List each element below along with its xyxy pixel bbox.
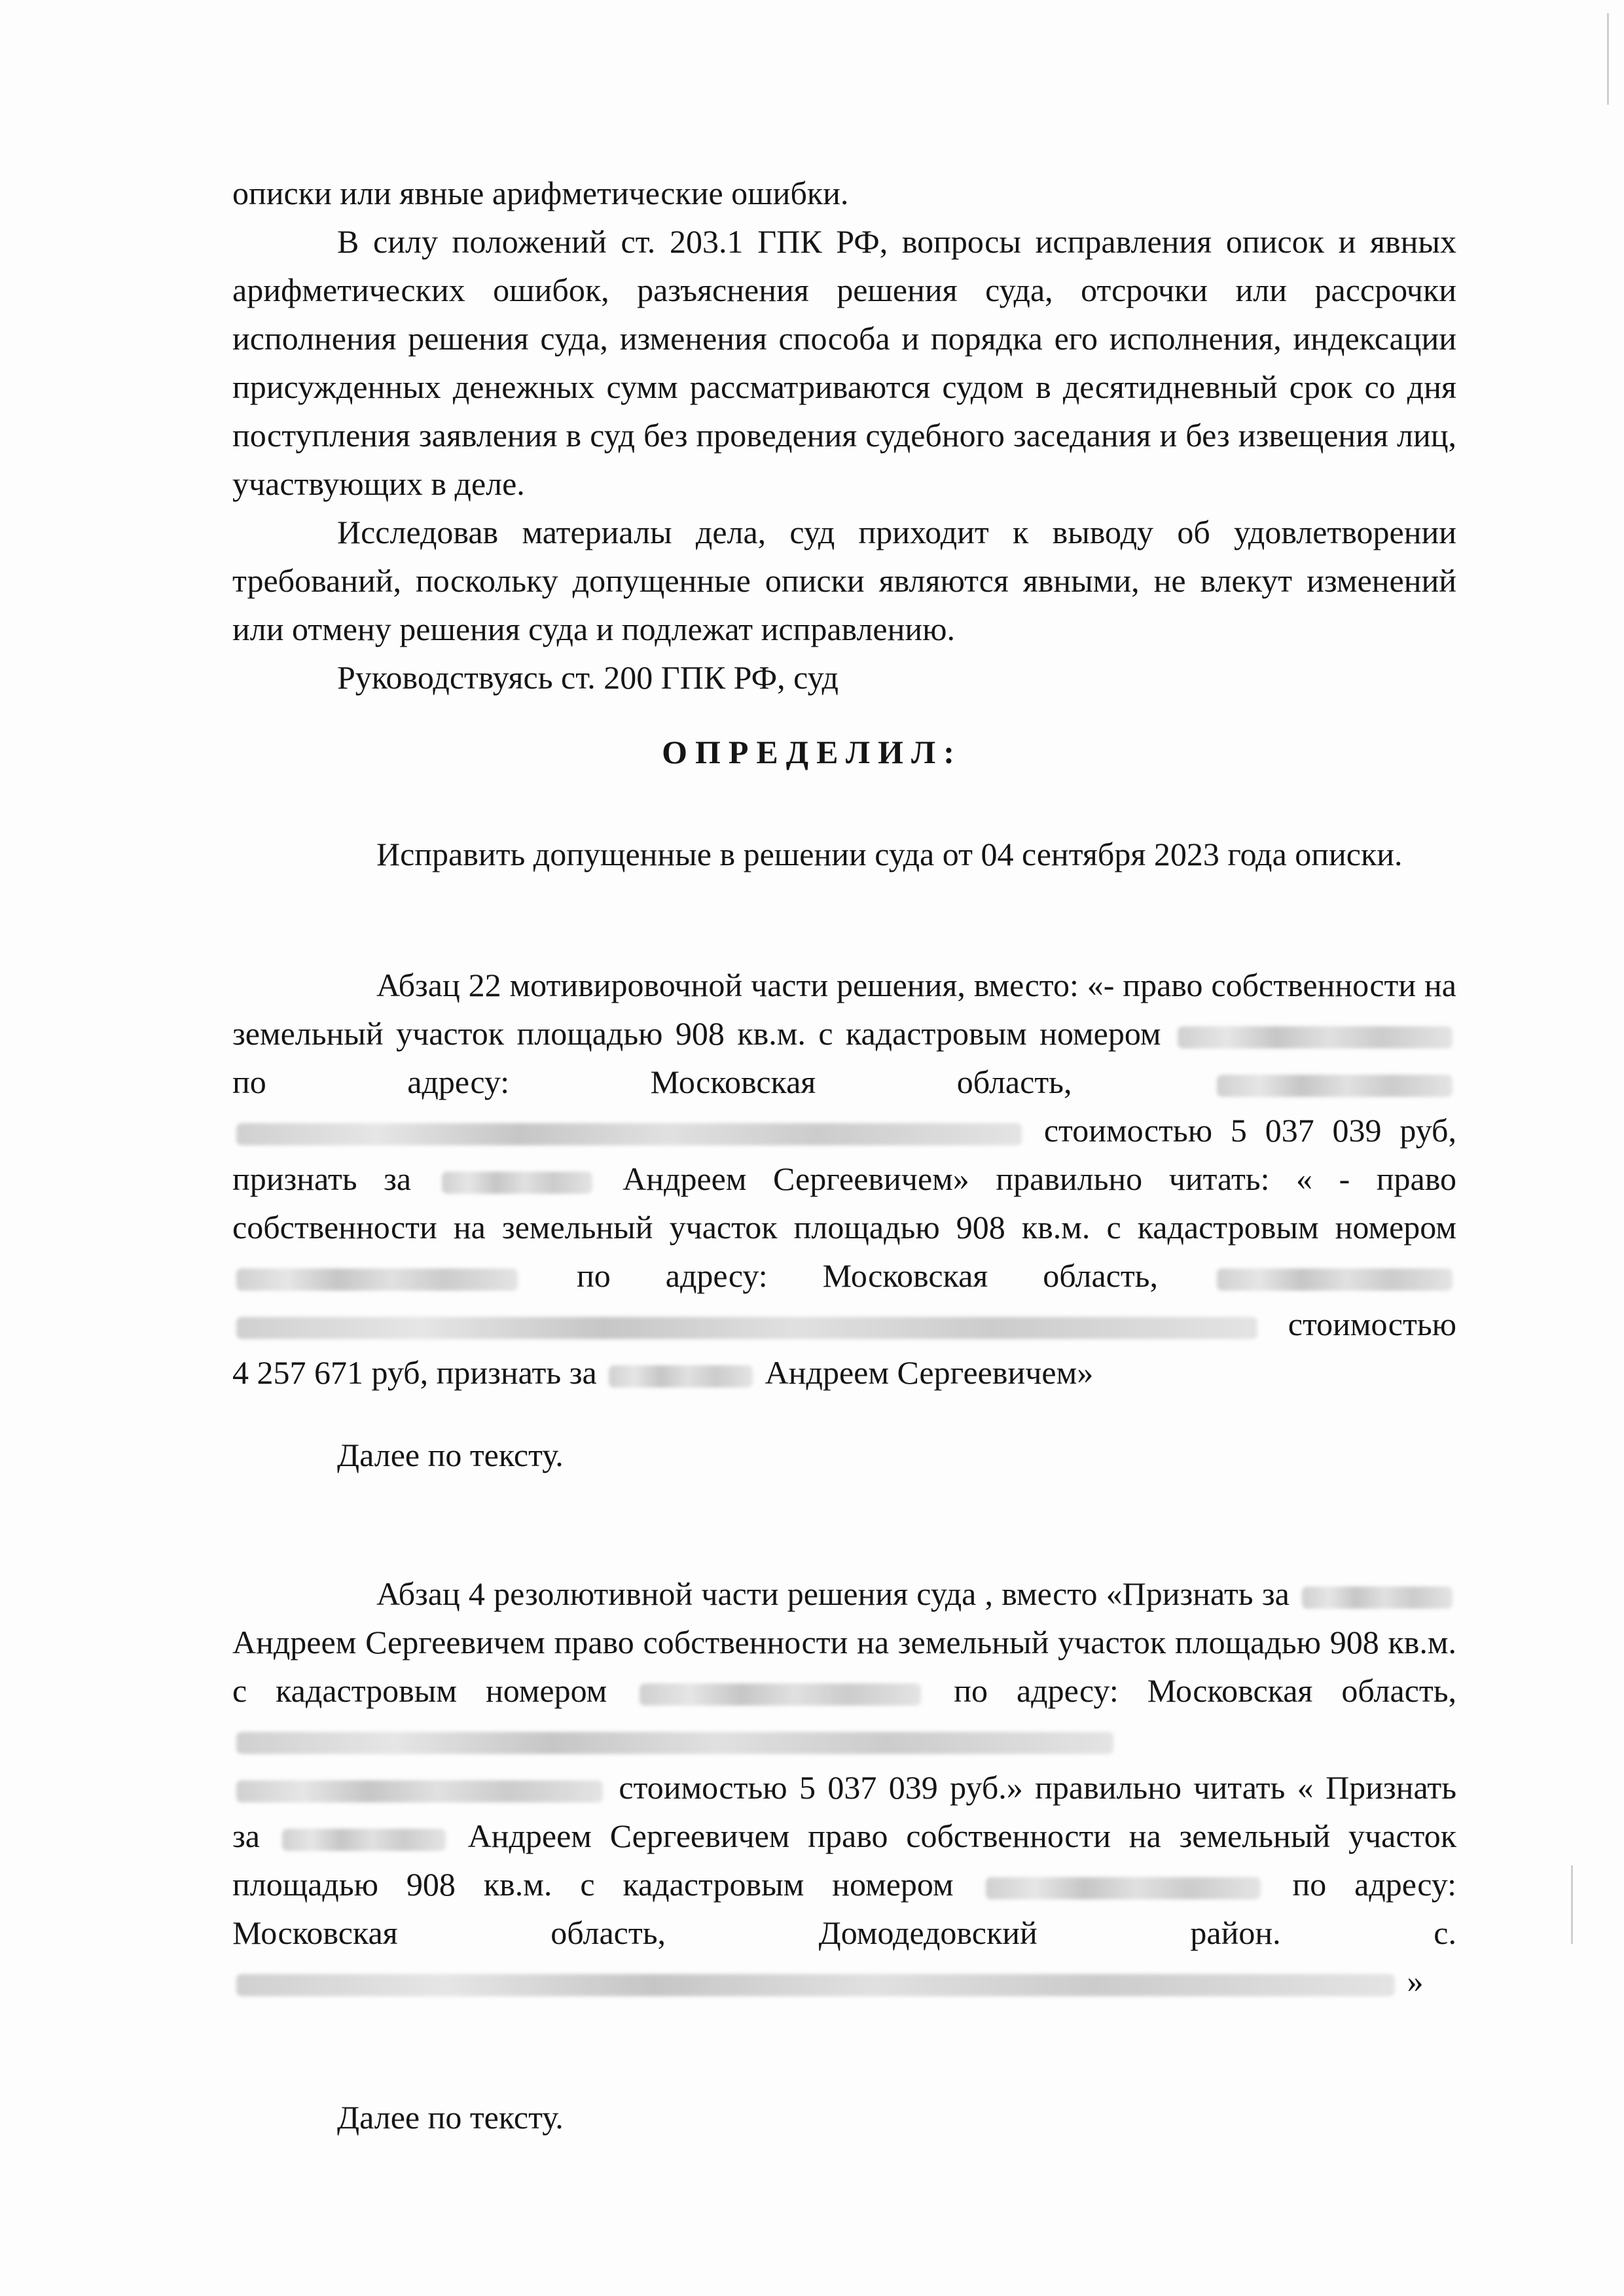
redacted-address bbox=[236, 1123, 1022, 1145]
paragraph-conclusion bbox=[232, 508, 1456, 653]
paragraph-article-203 bbox=[232, 217, 1456, 508]
paragraph-text: В силу положений ст. 203.1 ГПК РФ, вопросы исправления описок и явных арифметических ошибок, разъяснения решения суда, отсрочки или рассрочки исполнения решения суда, изменения способа и порядка его исполнения, индексации присужденных денежных сумм рассматриваются судом в десятидневный срок со дня поступления заявления в суд без проведения судебного заседания и без извещения лиц, участвующих в деле. bbox=[232, 223, 1456, 502]
paragraph-text: стоимостью 5 037 039 руб.» правильно читать « Признать за bbox=[232, 1769, 1456, 1854]
redacted-address-and-value bbox=[236, 1974, 1395, 1996]
paragraph-text: Андреем Сергеевичем право собственности на земельный участок площадью 908 кв.м. с кадастровым номером bbox=[232, 1624, 1456, 1709]
paragraph-continuation bbox=[232, 169, 1456, 217]
paragraph-abzac-4 bbox=[232, 1570, 1456, 2005]
redacted-cadastral-number bbox=[236, 1268, 518, 1291]
paragraph-text: Далее по тексту. bbox=[337, 1437, 564, 1473]
redacted-address bbox=[236, 1317, 1257, 1339]
paragraph-text: по адресу: Московская область, bbox=[577, 1257, 1158, 1294]
redacted-surname bbox=[282, 1829, 446, 1851]
paragraph-abzac-22 bbox=[232, 961, 1456, 1397]
scan-edge-mark bbox=[1571, 1865, 1573, 1944]
paragraph-text: Исследовав материалы дела, суд приходит к выводу об удовлетворении требований, поскольку допущенные описки являются явными, не влекут изменений или отмену решения суда и подлежат исправлению. bbox=[232, 514, 1456, 647]
paragraph-text: по адресу: Московская область, bbox=[954, 1672, 1457, 1709]
paragraph-correct-typos bbox=[232, 830, 1456, 878]
paragraph-further-1 bbox=[232, 1431, 1456, 1479]
paragraph-text: Исправить допущенные в решении суда от 04 сентября 2023 года описки. bbox=[376, 836, 1403, 872]
redacted-address bbox=[236, 1780, 603, 1803]
redacted-surname bbox=[1302, 1587, 1453, 1609]
redacted-surname bbox=[609, 1365, 753, 1388]
paragraph-text: стоимостью 5 037 039 руб, признать за bbox=[232, 1112, 1456, 1197]
paragraph-text: Далее по тексту. bbox=[337, 2099, 564, 2136]
redacted-cadastral-number bbox=[640, 1683, 921, 1706]
paragraph-text: Андреем Сергеевичем» правильно читать: « - право собственности на земельный участок площадью 908 кв.м. с кадастровым номером bbox=[232, 1160, 1456, 1246]
redacted-address bbox=[1217, 1075, 1453, 1097]
paragraph-text: » bbox=[1407, 1963, 1424, 2000]
paragraph-text: Абзац 4 резолютивной части решения суда , вместо «Признать за bbox=[376, 1575, 1290, 1612]
paragraph-text: описки или явные арифметические ошибки. bbox=[232, 175, 849, 211]
paragraph-text: Андреем Сергеевичем» bbox=[765, 1354, 1094, 1391]
paragraph-further-2 bbox=[232, 2093, 1456, 2142]
redacted-cadastral-number bbox=[986, 1877, 1261, 1899]
redacted-cadastral-number bbox=[1178, 1026, 1453, 1049]
ruling-heading: ОПРЕДЕЛИЛ: bbox=[662, 734, 962, 770]
scan-edge-mark bbox=[1607, 13, 1609, 105]
paragraph-text: по адресу: Московская область, Домодедовский район. с. bbox=[232, 1866, 1456, 1951]
paragraph-text: по адресу: Московская область, bbox=[232, 1064, 1072, 1100]
paragraph-guided bbox=[232, 653, 1456, 702]
paragraph-text: Абзац 22 мотивировочной части решения, вместо: «- право собственности на земельный участок площадью 908 кв.м. с кадастровым номером bbox=[232, 967, 1456, 1052]
redacted-address bbox=[1217, 1268, 1453, 1291]
paragraph-text: стоимостью 4 257 671 руб, признать за bbox=[232, 1306, 1456, 1391]
paragraph-text: Андреем Сергеевичем право собственности на земельный участок площадью 908 кв.м. с кадастровым номером bbox=[232, 1818, 1457, 1903]
redacted-surname bbox=[442, 1172, 592, 1194]
redacted-address bbox=[236, 1732, 1113, 1754]
paragraph-text: Руководствуясь ст. 200 ГПК РФ, суд bbox=[337, 659, 839, 696]
